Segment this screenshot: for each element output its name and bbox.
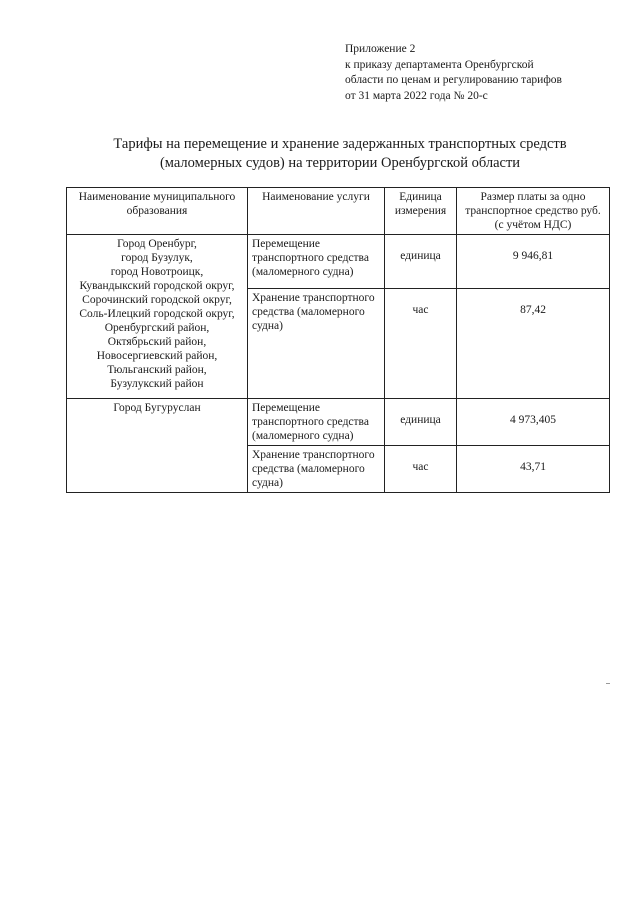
- price-cell: 4 973,405: [457, 399, 610, 446]
- document-title: [60, 135, 620, 173]
- service-cell: Перемещение транспортного средства (маломерного судна): [248, 235, 385, 289]
- municipality-name: Бузулукский район: [110, 378, 204, 390]
- municipality-name: Новосергиевский район,: [96, 350, 218, 362]
- unit-cell: час: [385, 289, 457, 399]
- title-line: (маломерных судов) на территории Оренбургской области: [159, 155, 521, 171]
- service-cell: Хранение транспортного средства (маломерного судна): [248, 446, 385, 493]
- municipality-name: Соль-Илецкий городской округ,: [79, 308, 235, 320]
- price-cell: 43,71: [457, 446, 610, 493]
- municipality-name: Сорочинский городской округ,: [82, 294, 232, 306]
- municipality-name: город Новотроицк,: [110, 266, 204, 278]
- municipality-name: Октябрьский район,: [107, 336, 207, 348]
- header-price: Размер платы за одно транспортное средство руб. (с учётом НДС): [457, 188, 610, 235]
- municipality-name: город Бузулук,: [121, 252, 193, 264]
- municipality-cell: Город Бугуруслан: [67, 399, 248, 493]
- appendix-line: области по ценам и регулированию тарифов: [345, 74, 562, 86]
- appendix-line: от 31 марта 2022 года № 20-с: [345, 89, 488, 102]
- unit-cell: час: [385, 446, 457, 493]
- service-cell: Перемещение транспортного средства (маломерного судна): [248, 399, 385, 446]
- appendix-line: к приказу департамента Оренбургской: [345, 58, 534, 71]
- header-municipality: Наименование муниципального образования: [67, 188, 248, 235]
- price-cell: 9 946,81: [457, 235, 610, 289]
- table-header-row: [67, 188, 610, 235]
- unit-cell: единица: [385, 399, 457, 446]
- municipality-name: Оренбургский район,: [104, 322, 210, 334]
- header-unit: Единица измерения: [385, 188, 457, 235]
- appendix-block: [345, 42, 625, 104]
- scan-mark: [606, 683, 610, 684]
- municipality-name: Тюльганский район,: [107, 364, 207, 376]
- municipality-name: Город Оренбург,: [117, 238, 197, 250]
- appendix-line: Приложение 2: [345, 43, 416, 55]
- service-cell: Хранение транспортного средства (маломерного судна): [248, 289, 385, 399]
- price-cell: 87,42: [457, 289, 610, 399]
- header-service: Наименование услуги: [248, 188, 385, 235]
- table-row: [67, 235, 610, 289]
- unit-cell: единица: [385, 235, 457, 289]
- municipality-name: Кувандыкский городской округ,: [79, 280, 235, 292]
- table-row: [67, 399, 610, 446]
- title-line: Тарифы на перемещение и хранение задержанных транспортных средств: [113, 136, 567, 152]
- tariff-table: [66, 187, 610, 493]
- municipality-list-cell: [67, 235, 248, 399]
